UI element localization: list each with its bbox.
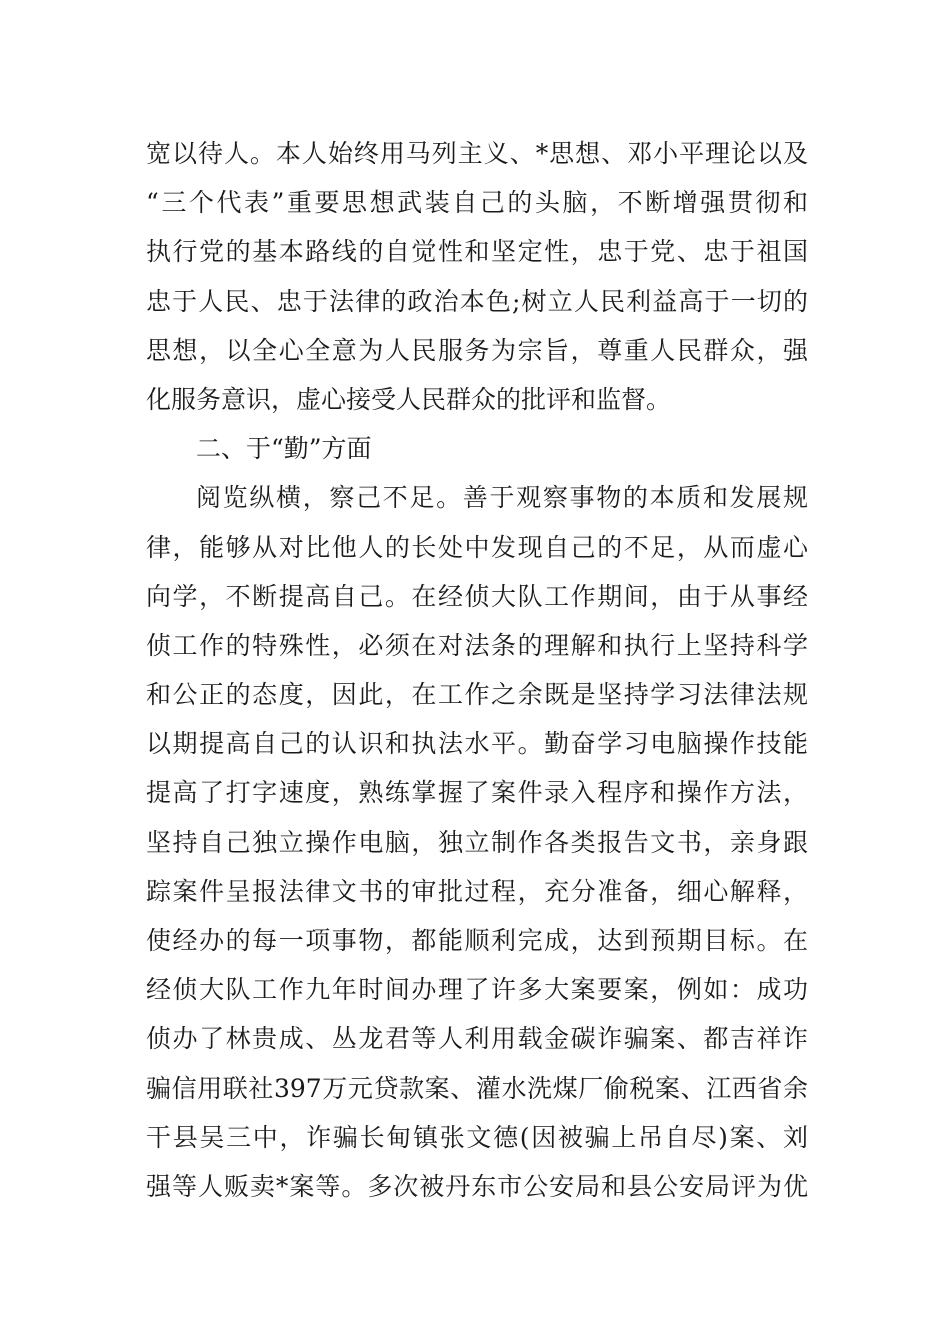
text-line: 提高了打字速度，熟练掌握了案件录入程序和操作方法，	[146, 778, 808, 808]
text-line: 侦办了林贵成、丛龙君等人利用载金碳诈骗案、都吉祥诈	[146, 1024, 808, 1054]
text-line: 思想，以全心全意为人民服务为宗旨，尊重人民群众，强	[146, 335, 808, 365]
text-line: 和公正的态度，因此，在工作之余既是坚持学习法律法规	[146, 680, 808, 710]
text-line: 干县吴三中，诈骗长甸镇张文德(因被骗上吊自尽)案、刘	[146, 1122, 808, 1152]
section-heading: 二、于“勤”方面	[196, 434, 372, 464]
paragraph-last-line: 化服务意识，虚心接受人民群众的批评和监督。	[146, 384, 672, 414]
text-line: “三个代表”重要思想武装自己的头脑，不断增强贯彻和	[146, 188, 808, 218]
text-line: 向学，不断提高自己。在经侦大队工作期间，由于从事经	[146, 581, 808, 611]
text-line: 忠于人民、忠于法律的政治本色;树立人民利益高于一切的	[146, 286, 808, 316]
document-body	[146, 129, 808, 1211]
text-line: 强等人贩卖*案等。多次被丹东市公安局和县公安局评为优	[146, 1171, 808, 1201]
text-line: 骗信用联社397万元贷款案、灌水洗煤厂偷税案、江西省余	[146, 1073, 808, 1103]
text-line: 执行党的基本路线的自觉性和坚定性，忠于党、忠于祖国	[146, 237, 808, 267]
text-line: 经侦大队工作九年时间办理了许多大案要案，例如：成功	[146, 975, 808, 1005]
text-line: 使经办的每一项事物，都能顺利完成，达到预期目标。在	[146, 926, 808, 955]
text-line: 坚持自己独立操作电脑，独立制作各类报告文书，亲身跟	[146, 827, 808, 857]
text-line: 侦工作的特殊性，必须在对法条的理解和执行上坚持科学	[146, 630, 808, 660]
text-line: 宽以待人。本人始终用马列主义、*思想、邓小平理论以及	[146, 139, 808, 168]
text-line: 律，能够从对比他人的长处中发现自己的不足，从而虚心	[146, 532, 808, 562]
text-line: 踪案件呈报法律文书的审批过程，充分准备，细心解释，	[146, 876, 808, 906]
text-line: 以期提高自己的认识和执法水平。勤奋学习电脑操作技能	[146, 729, 808, 759]
paragraph-first-line: 阅览纵横，察己不足。善于观察事物的本质和发展规	[196, 483, 808, 513]
